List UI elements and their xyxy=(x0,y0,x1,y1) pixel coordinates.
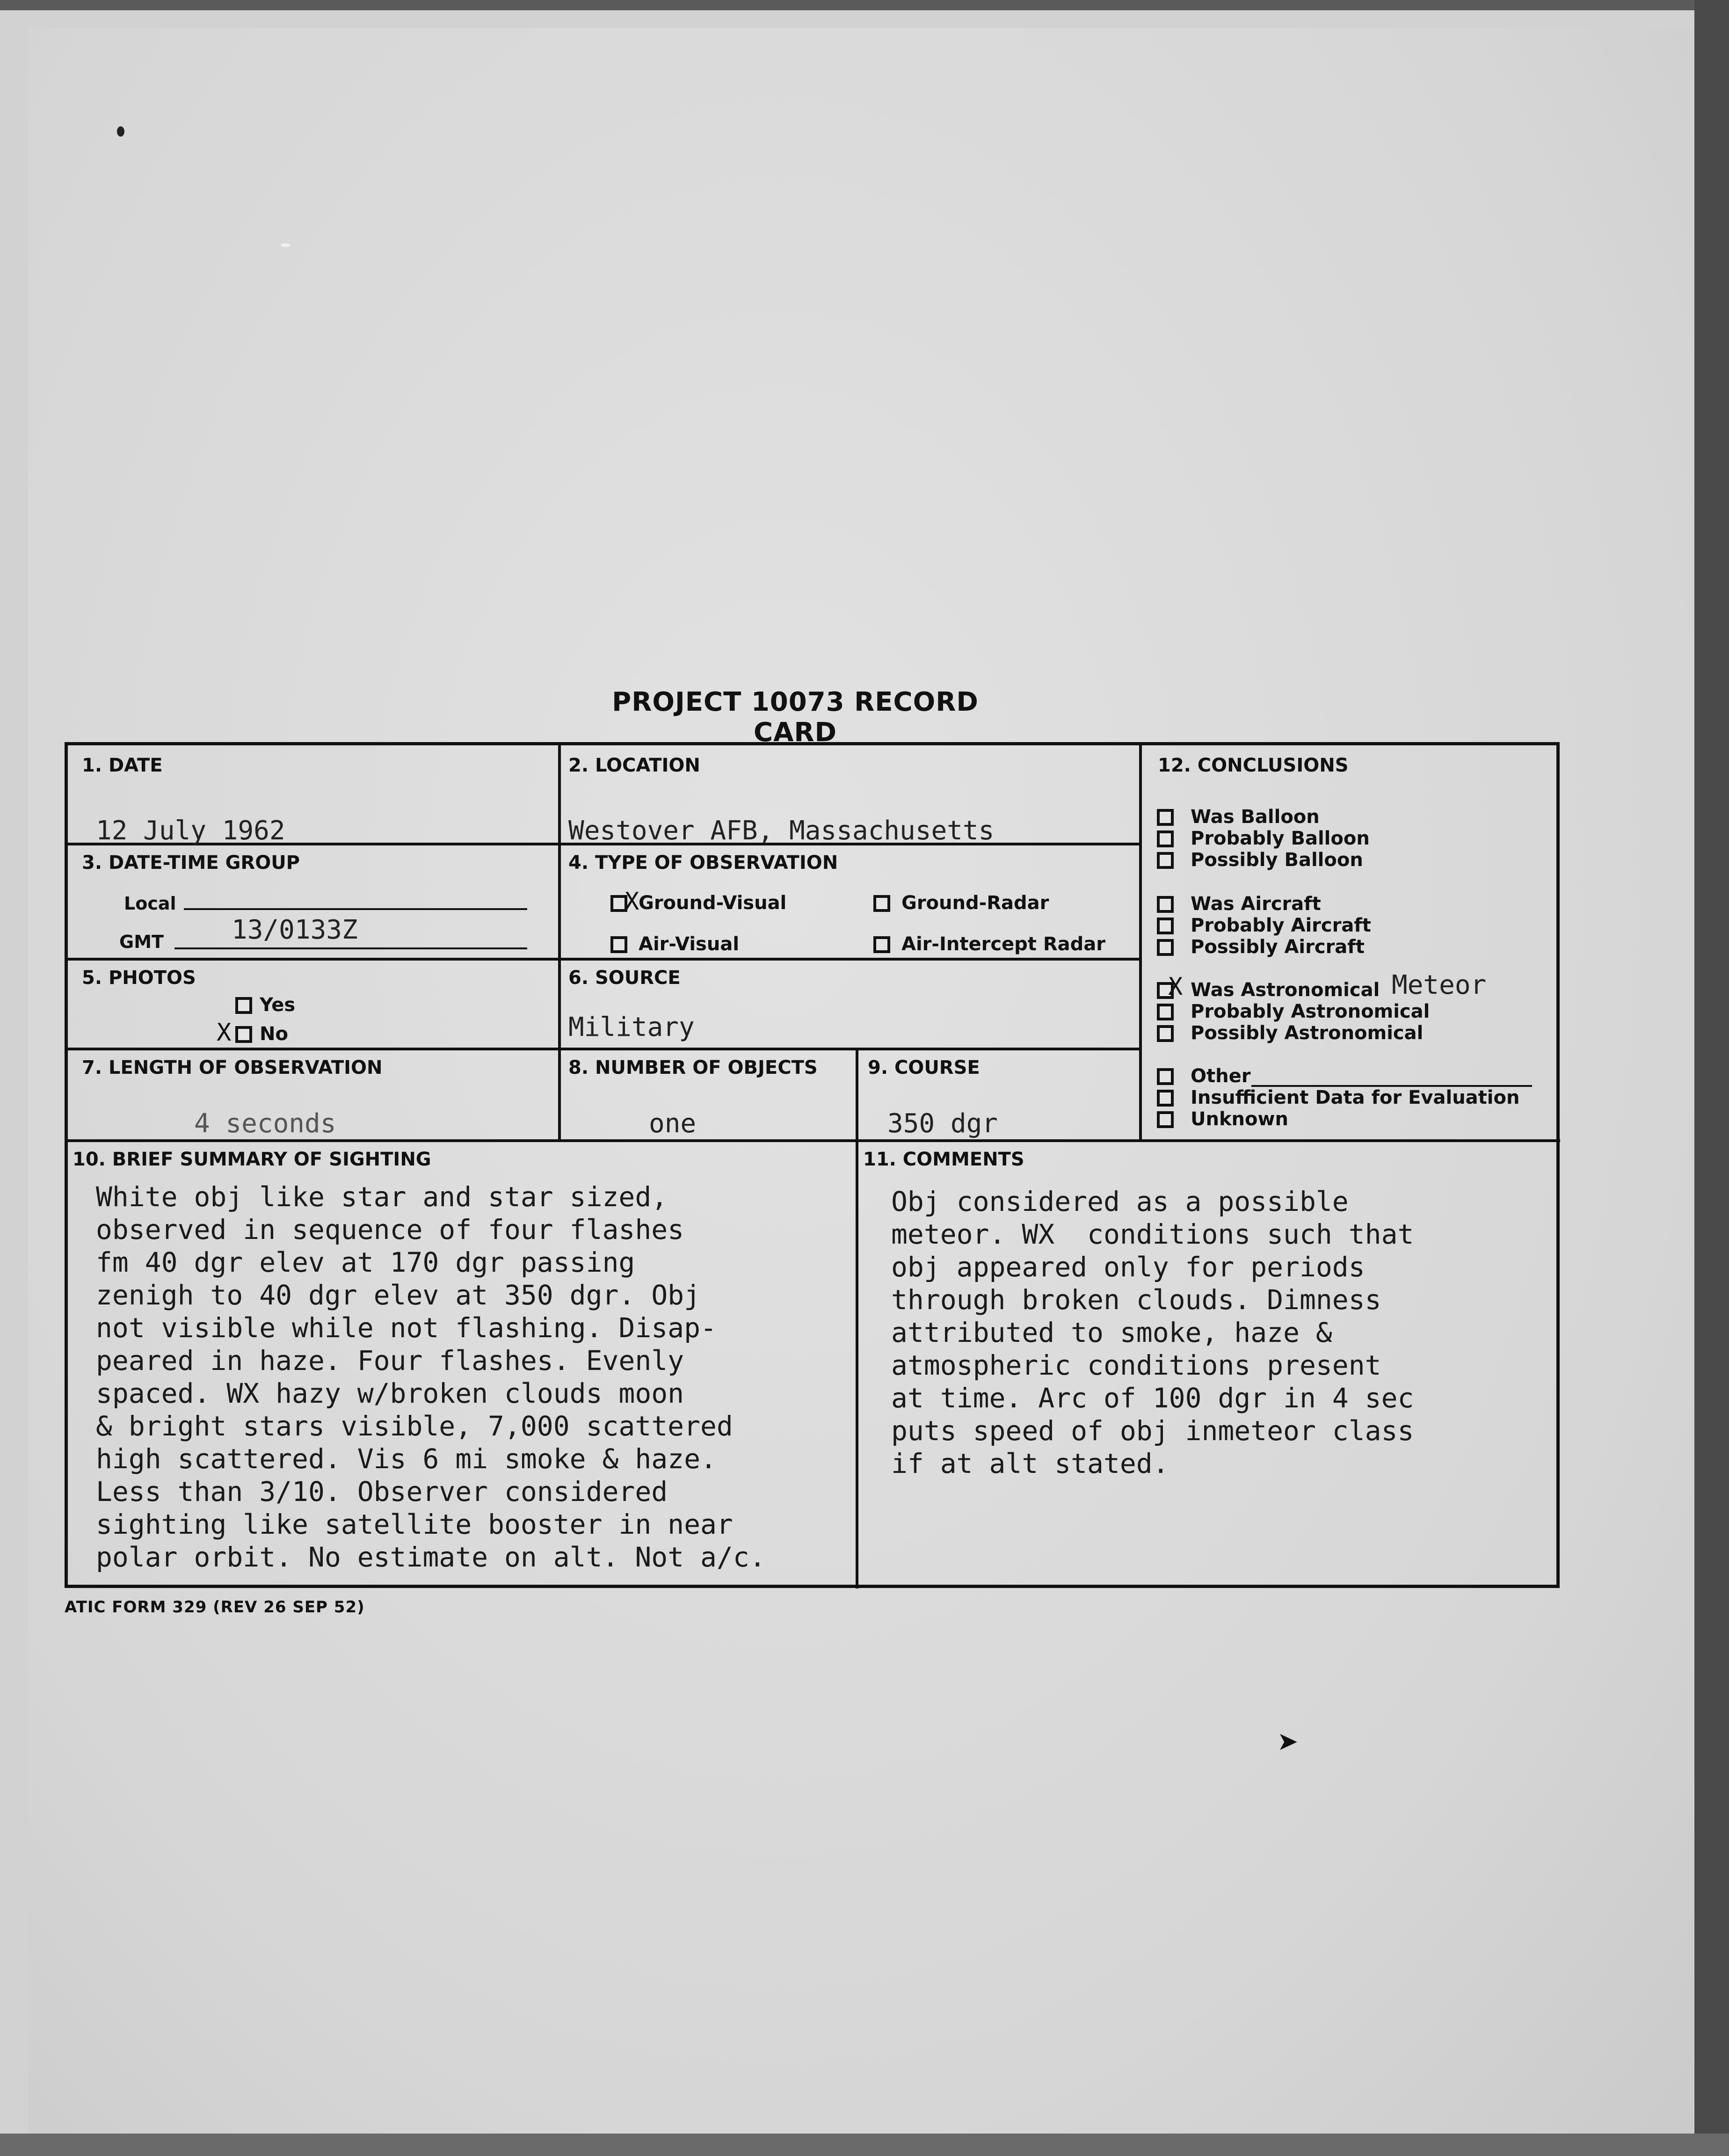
comments-line: puts speed of obj inmeteor class xyxy=(891,1415,1414,1447)
conclusion-checkbox[interactable] xyxy=(1157,809,1174,826)
divider-col2 xyxy=(1139,745,1142,1139)
conclusion-option: Was Aircraft xyxy=(1191,893,1321,915)
conclusion-option: Insufficient Data for Evaluation xyxy=(1191,1087,1520,1108)
conclusion-option: Probably Aircraft xyxy=(1191,915,1371,936)
conclusion-checkbox[interactable] xyxy=(1157,896,1174,913)
comments-line: at time. Arc of 100 dgr in 4 sec xyxy=(891,1382,1414,1414)
scan-edge-bottom xyxy=(0,2134,1729,2156)
date-value: 12 July 1962 xyxy=(96,816,285,846)
source-value: Military xyxy=(568,1012,695,1042)
rule-row3 xyxy=(68,1048,1139,1050)
location-value: Westover AFB, Massachusetts xyxy=(568,816,995,846)
ground-radar-checkbox[interactable] xyxy=(873,895,890,912)
form-footer: ATIC FORM 329 (REV 26 SEP 52) xyxy=(65,1598,365,1617)
conclusion-checkbox[interactable] xyxy=(1157,1025,1174,1042)
course-value: 350 dgr xyxy=(887,1108,998,1139)
dtg-gmt-label: GMT xyxy=(119,932,164,952)
photos-label: 5. PHOTOS xyxy=(82,967,196,989)
summary-line: polar orbit. No estimate on alt. Not a/c. xyxy=(96,1541,766,1573)
conclusion-checkbox[interactable] xyxy=(1157,852,1174,869)
ground-visual-option: Ground-Visual xyxy=(639,892,787,914)
conclusion-option: Was Balloon xyxy=(1191,806,1320,828)
air-visual-checkbox[interactable] xyxy=(610,936,627,953)
rule-row4 xyxy=(68,1139,1560,1142)
conclusion-checkbox[interactable] xyxy=(1157,1068,1174,1085)
astronomical-mark: X xyxy=(1168,973,1183,1001)
divider-col1 xyxy=(558,745,561,1139)
conclusion-checkbox[interactable] xyxy=(1157,830,1174,847)
comments-line: meteor. WX conditions such that xyxy=(891,1218,1414,1250)
scan-edge-top xyxy=(0,0,1729,10)
conclusion-option: Was Astronomical xyxy=(1191,979,1380,1001)
conclusion-option: Probably Astronomical xyxy=(1191,1001,1430,1022)
photos-yes-option: Yes xyxy=(260,994,296,1016)
rule-row2 xyxy=(68,958,1139,961)
record-card xyxy=(65,742,1560,1588)
summary-line: high scattered. Vis 6 mi smoke & haze. xyxy=(96,1443,717,1475)
air-intercept-option: Air-Intercept Radar xyxy=(901,933,1105,955)
comments-text xyxy=(891,1185,1414,1480)
conclusion-option: Probably Balloon xyxy=(1191,828,1370,849)
divider-col3 xyxy=(856,1048,858,1588)
comments-line: if at alt stated. xyxy=(891,1448,1169,1479)
summary-line: spaced. WX hazy w/broken clouds moon xyxy=(96,1377,684,1409)
record-card-title: PROJECT 10073 RECORD CARD xyxy=(612,687,979,748)
summary-line: White obj like star and star sized, xyxy=(96,1181,668,1213)
conclusion-checkbox[interactable] xyxy=(1157,939,1174,956)
dust-speck xyxy=(281,243,290,247)
air-intercept-checkbox[interactable] xyxy=(873,936,890,953)
comments-label: 11. COMMENTS xyxy=(863,1149,1024,1170)
ground-visual-mark: X xyxy=(625,888,639,916)
conclusion-checkbox[interactable] xyxy=(1157,918,1174,934)
conclusion-checkbox[interactable] xyxy=(1157,1111,1174,1128)
summary-line: not visible while not flashing. Disap- xyxy=(96,1312,717,1344)
location-label: 2. LOCATION xyxy=(568,755,700,776)
conclusion-option: Possibly Balloon xyxy=(1191,849,1363,871)
photos-no-checkbox[interactable] xyxy=(235,1026,252,1043)
summary-line: observed in sequence of four flashes xyxy=(96,1214,684,1246)
air-visual-option: Air-Visual xyxy=(639,933,740,955)
dtg-gmt-line xyxy=(174,947,527,949)
conclusion-checkbox[interactable] xyxy=(1157,1090,1174,1107)
comments-line: attributed to smoke, haze & xyxy=(891,1317,1332,1348)
photos-yes-checkbox[interactable] xyxy=(235,997,252,1014)
type-obs-label: 4. TYPE OF OBSERVATION xyxy=(568,852,838,874)
summary-line: Less than 3/10. Observer considered xyxy=(96,1476,668,1508)
num-objects-value: one xyxy=(649,1108,697,1139)
summary-label: 10. BRIEF SUMMARY OF SIGHTING xyxy=(73,1149,431,1170)
conclusions-label: 12. CONCLUSIONS xyxy=(1158,755,1349,776)
comments-line: through broken clouds. Dimness xyxy=(891,1284,1381,1316)
arrow-mark: ➤ xyxy=(1277,1726,1299,1756)
conclusion-option: Possibly Aircraft xyxy=(1191,936,1365,958)
dtg-label: 3. DATE-TIME GROUP xyxy=(82,852,300,874)
course-label: 9. COURSE xyxy=(868,1057,980,1078)
astronomical-note: Meteor xyxy=(1392,970,1487,1000)
summary-line: peared in haze. Four flashes. Evenly xyxy=(96,1345,684,1377)
dtg-gmt-value: 13/0133Z xyxy=(232,915,358,945)
dust-speck xyxy=(117,126,124,137)
dtg-local-line xyxy=(184,908,527,910)
photos-no-option: No xyxy=(260,1023,288,1045)
length-label: 7. LENGTH OF OBSERVATION xyxy=(82,1057,383,1078)
summary-line: fm 40 dgr elev at 170 dgr passing xyxy=(96,1246,635,1278)
source-label: 6. SOURCE xyxy=(568,967,681,989)
length-value: 4 seconds xyxy=(194,1108,336,1139)
summary-line: zenigh to 40 dgr elev at 350 dgr. Obj xyxy=(96,1279,701,1311)
date-label: 1. DATE xyxy=(82,755,163,776)
comments-line: atmospheric conditions present xyxy=(891,1349,1381,1381)
comments-line: Obj considered as a possible xyxy=(891,1186,1349,1217)
comments-line: obj appeared only for periods xyxy=(891,1251,1365,1283)
conclusion-option: Possibly Astronomical xyxy=(1191,1022,1424,1044)
num-objects-label: 8. NUMBER OF OBJECTS xyxy=(568,1057,818,1078)
conclusion-checkbox[interactable] xyxy=(1157,1004,1174,1020)
conclusion-option: Unknown xyxy=(1191,1108,1288,1130)
ground-radar-option: Ground-Radar xyxy=(901,892,1049,914)
photos-no-mark: X xyxy=(217,1019,232,1047)
scan-edge-right xyxy=(1694,0,1729,2156)
summary-line: & bright stars visible, 7,000 scattered xyxy=(96,1410,733,1442)
conclusion-option: Other xyxy=(1191,1065,1251,1087)
dtg-local-label: Local xyxy=(124,893,176,914)
summary-text xyxy=(96,1180,766,1573)
summary-line: sighting like satellite booster in near xyxy=(96,1508,733,1540)
